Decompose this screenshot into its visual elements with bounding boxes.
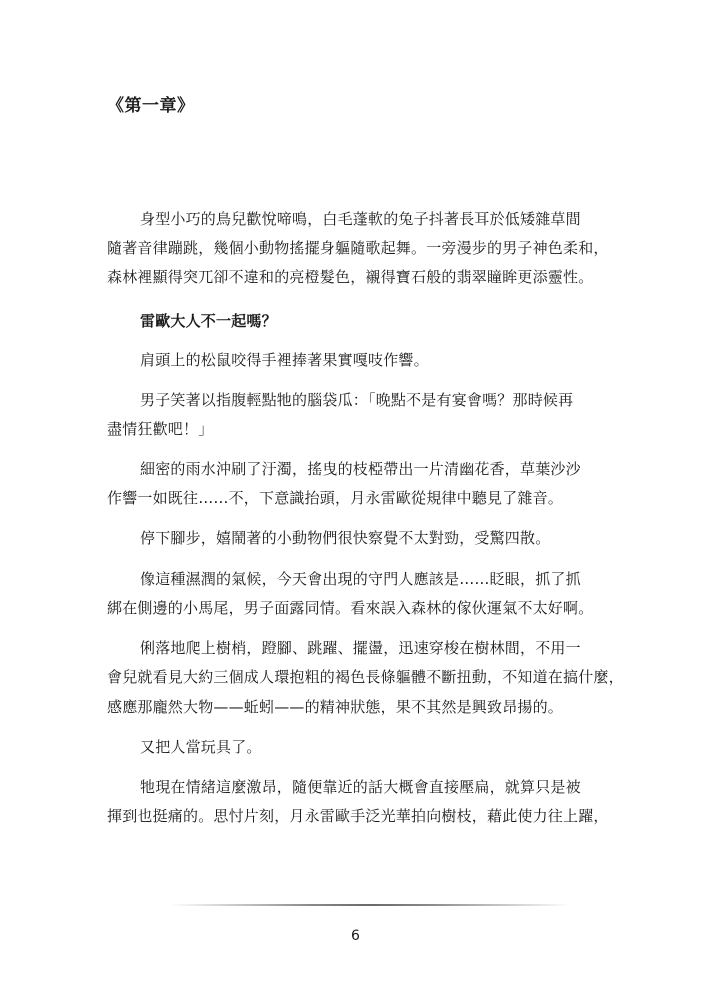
page-number: 6 xyxy=(351,928,360,944)
text-line: 森林裡顯得突兀卻不違和的亮橙髮色，襯得寶石般的翡翠瞳眸更添靈性。 xyxy=(107,268,594,286)
text-line: 隨著音律蹦跳，幾個小動物搖擺身軀隨歌起舞。一旁漫步的男子神色柔和， xyxy=(107,239,609,257)
text-line: 感應那龐然大物——蚯蚓——的精神狀態，果不其然是興致昂揚的。 xyxy=(107,698,564,716)
text-line: 綁在側邊的小馬尾，男子面露同情。看來誤入森林的傢伙運氣不太好啊。 xyxy=(107,599,594,617)
text-line: 停下腳步，嬉鬧著的小動物們很快察覺不太對勁，受驚四散。 xyxy=(140,529,551,547)
text-line: 作響一如既往……不，下意識抬頭，月永雷歐從規律中聽見了雜音。 xyxy=(107,489,564,507)
text-line: 盡情狂歡吧！」 xyxy=(107,420,214,438)
text-line: 又把人當玩具了。 xyxy=(140,738,262,756)
chapter-title: 《第一章》 xyxy=(107,96,195,116)
text-line: 牠現在情緒這麼激昂，隨便靠近的話大概會直接壓扁，就算只是被 xyxy=(140,778,581,796)
text-line: 像這種濕潤的氣候，今天會出現的守門人應該是……眨眼，抓了抓 xyxy=(140,570,581,588)
text-line: 俐落地爬上樹梢，蹬腳、跳躍、擺盪，迅速穿梭在樹林間，不用一 xyxy=(140,639,581,657)
text-line: 男子笑著以指腹輕點牠的腦袋瓜：「晚點不是有宴會嗎？那時候再 xyxy=(140,391,574,409)
dialogue-line: 雷歐大人不一起嗎？ xyxy=(140,312,277,330)
footer-divider xyxy=(170,904,570,906)
text-line: 揮到也挺痛的。思忖片刻，月永雷歐手泛光華拍向樹枝，藉此使力往上躍， xyxy=(107,807,609,825)
text-line: 身型小巧的鳥兒歡悅啼鳴，白毛蓬軟的兔子抖著長耳於低矮雜草間 xyxy=(140,210,581,228)
text-line: 細密的雨水沖刷了汙濁，搖曳的枝椏帶出一片清幽花香，草葉沙沙 xyxy=(140,460,581,478)
text-line: 會兒就看見大約三個成人環抱粗的褐色長條軀體不斷扭動，不知道在搞什麼， xyxy=(107,668,624,686)
text-line: 肩頭上的松鼠咬得手裡捧著果實嘎吱作響。 xyxy=(140,351,429,369)
